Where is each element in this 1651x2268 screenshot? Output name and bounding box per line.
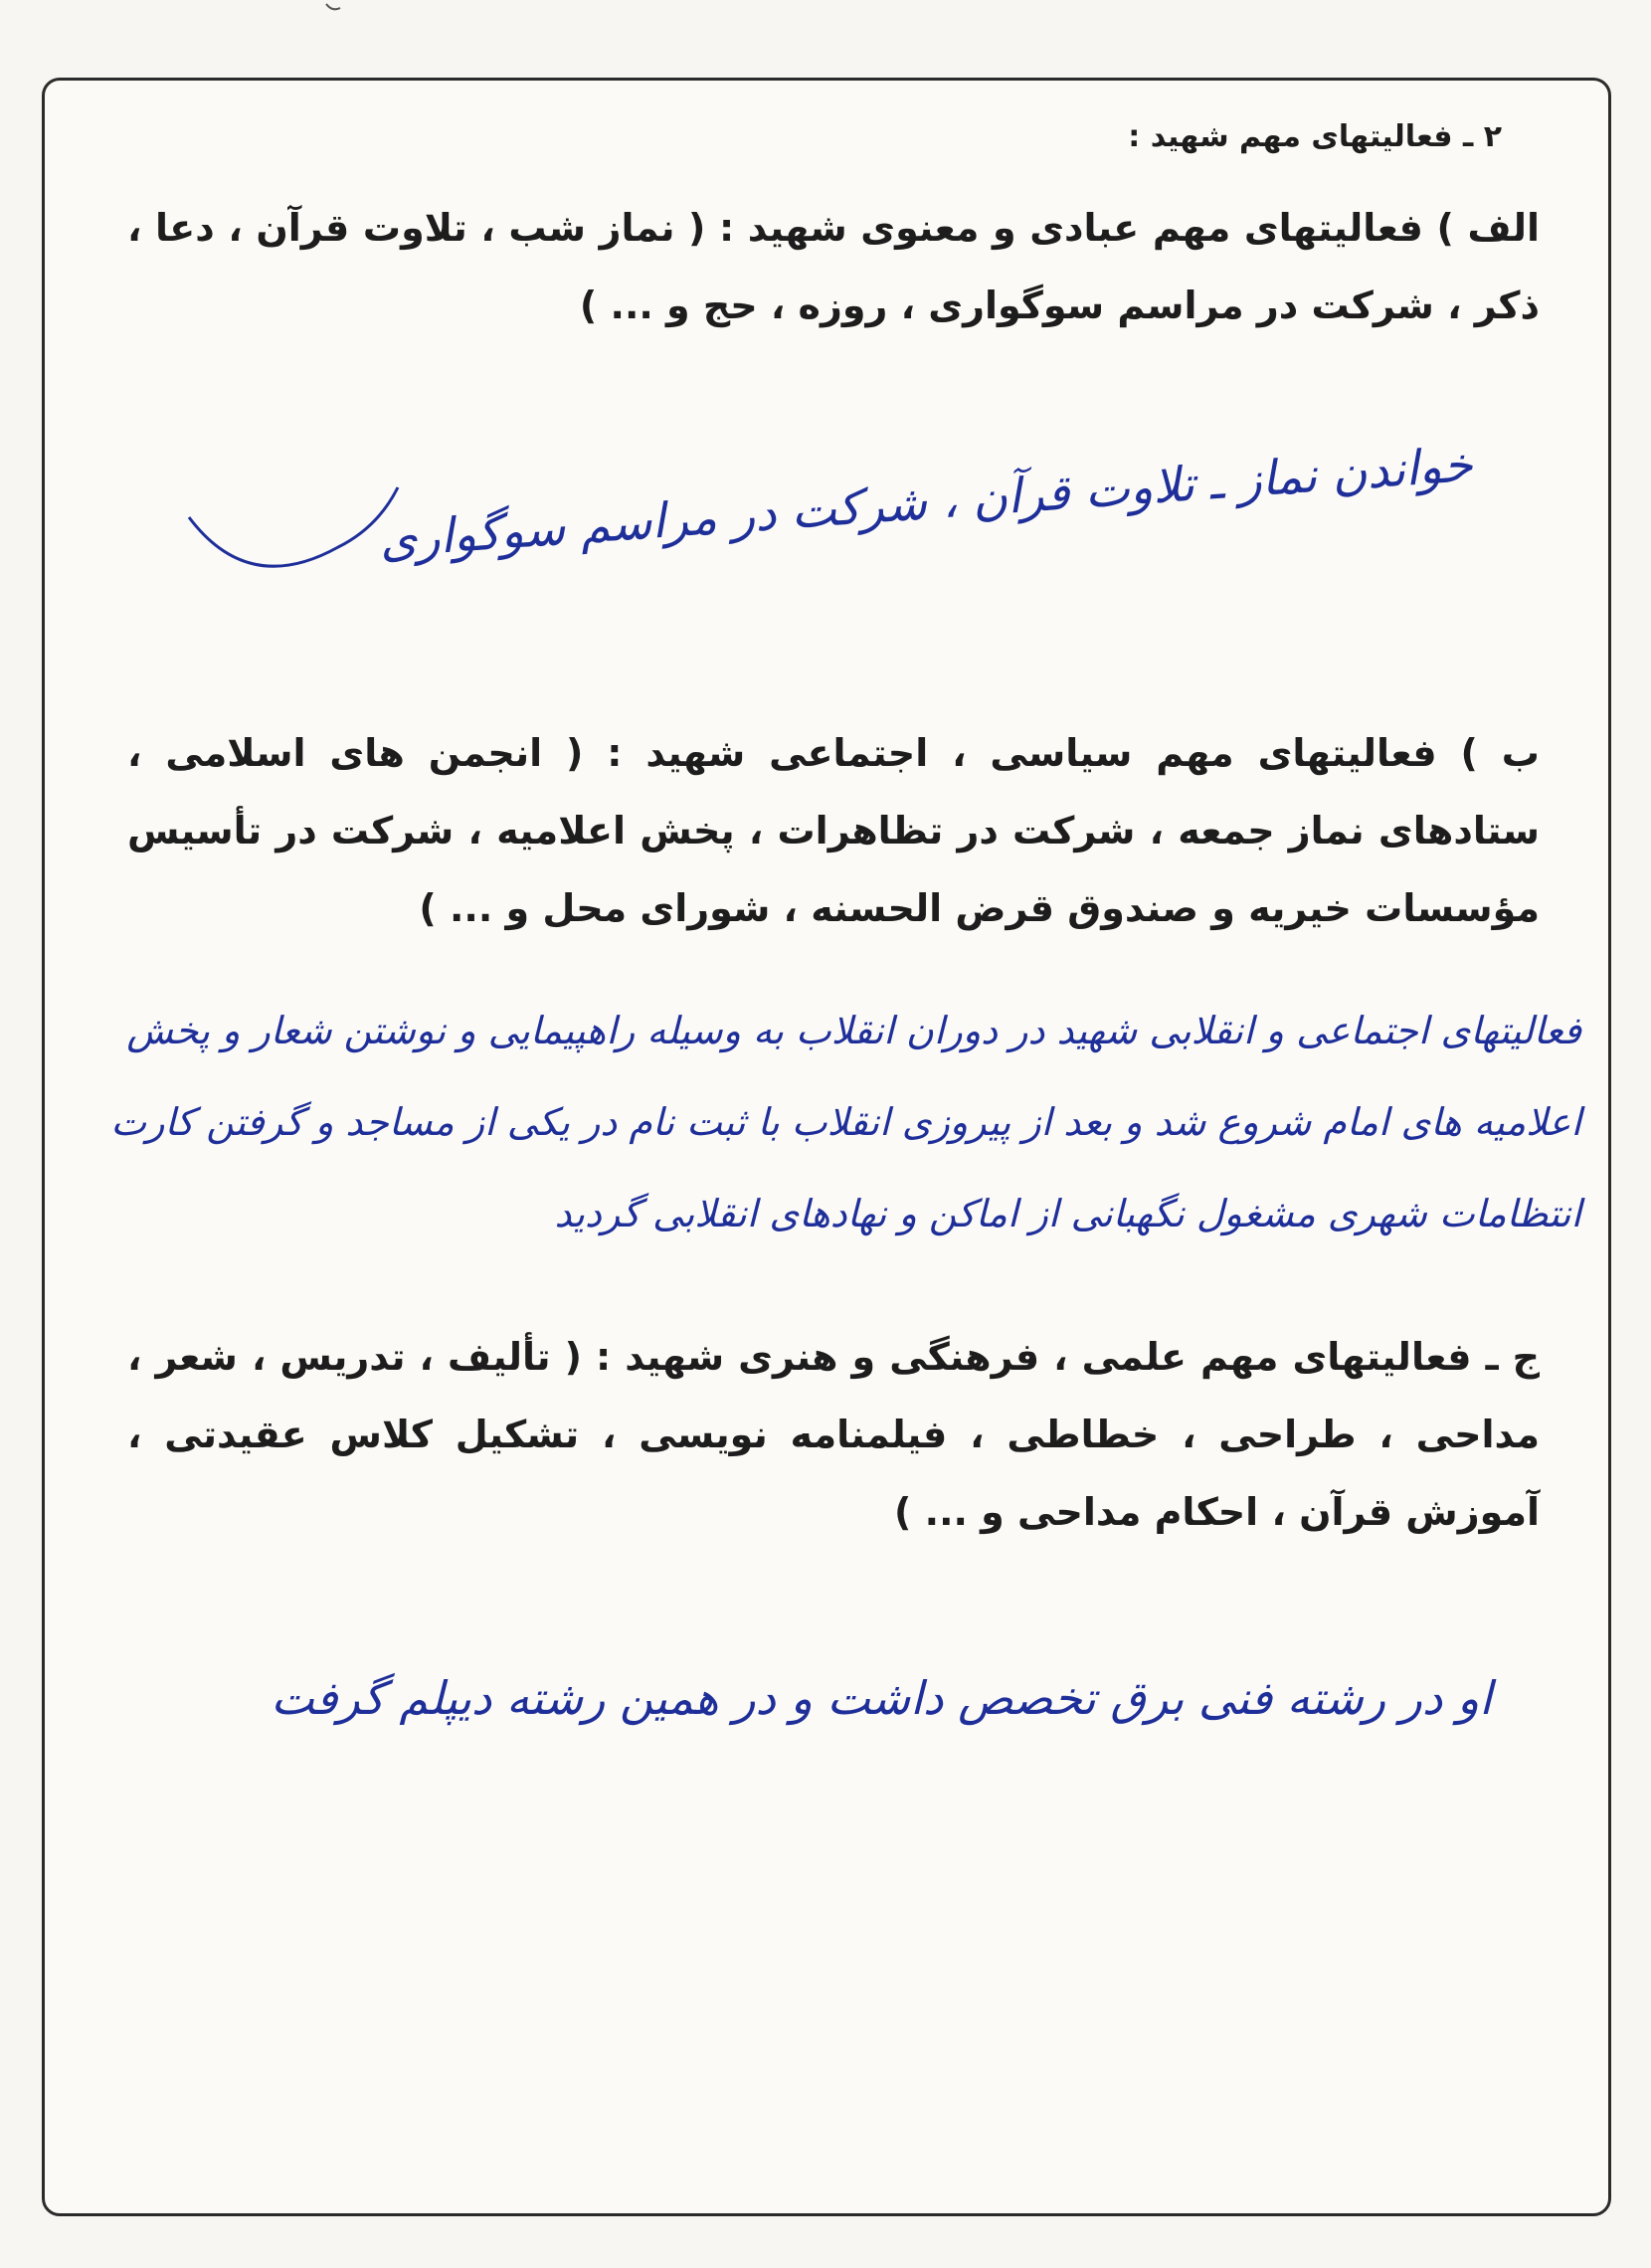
section-heading: ۲ ـ فعالیتهای مهم شهید : bbox=[1128, 119, 1502, 154]
handwritten-answer-b: فعالیتهای اجتماعی و انقلابی شهید در دوران انقلاب به وسیله راهپیمایی و نوشتن شعار و پخش اعلامیه های امام شروع شد و بعد از پیروزی انقلاب با ثبت نام در یکی از مساجد و گرفتن کارت انتظامات شهری مشغول نگهبانی از اماکن و نهادهای انقلابی گردید bbox=[110, 1009, 1581, 1235]
handwritten-answer-c: او در رشته فنی برق تخصص داشت و در همین رشته دیپلم گرفت bbox=[271, 1671, 1492, 1725]
prompt-c: ج ـ فعالیتهای مهم علمی ، فرهنگی و هنری شهید : ( تألیف ، تدریس ، شعر ، مداحی ، طراحی ، خطاطی ، فیلمنامه نویسی ، تشکیل کلاس عقیدتی ، آموزش قرآن ، احکام مداحی و ... ) bbox=[127, 1335, 1540, 1534]
handwritten-answer-a: خواندن نماز ـ تلاوت قرآن ، شرکت در مراسم سوگواری bbox=[377, 437, 1474, 569]
prompt-a: الف ) فعالیتهای مهم عبادی و معنوی شهید : ( نماز شب ، تلاوت قرآن ، دعا ، ذکر ، شرکت در مراسم سوگواری ، روزه ، حج و ... ) bbox=[127, 206, 1540, 327]
prompt-b: ب ) فعالیتهای مهم سیاسی ، اجتماعی شهید : ( انجمن های اسلامی ، ستادهای نماز جمعه ، شرکت در تظاهرات ، پخش اعلامیه ، شرکت در تأسیس مؤسسات خیریه و صندوق قرض الحسنه ، شورای محل و ... ) bbox=[127, 731, 1540, 930]
scan-mark bbox=[318, 0, 358, 20]
pen-flourish bbox=[179, 477, 438, 597]
